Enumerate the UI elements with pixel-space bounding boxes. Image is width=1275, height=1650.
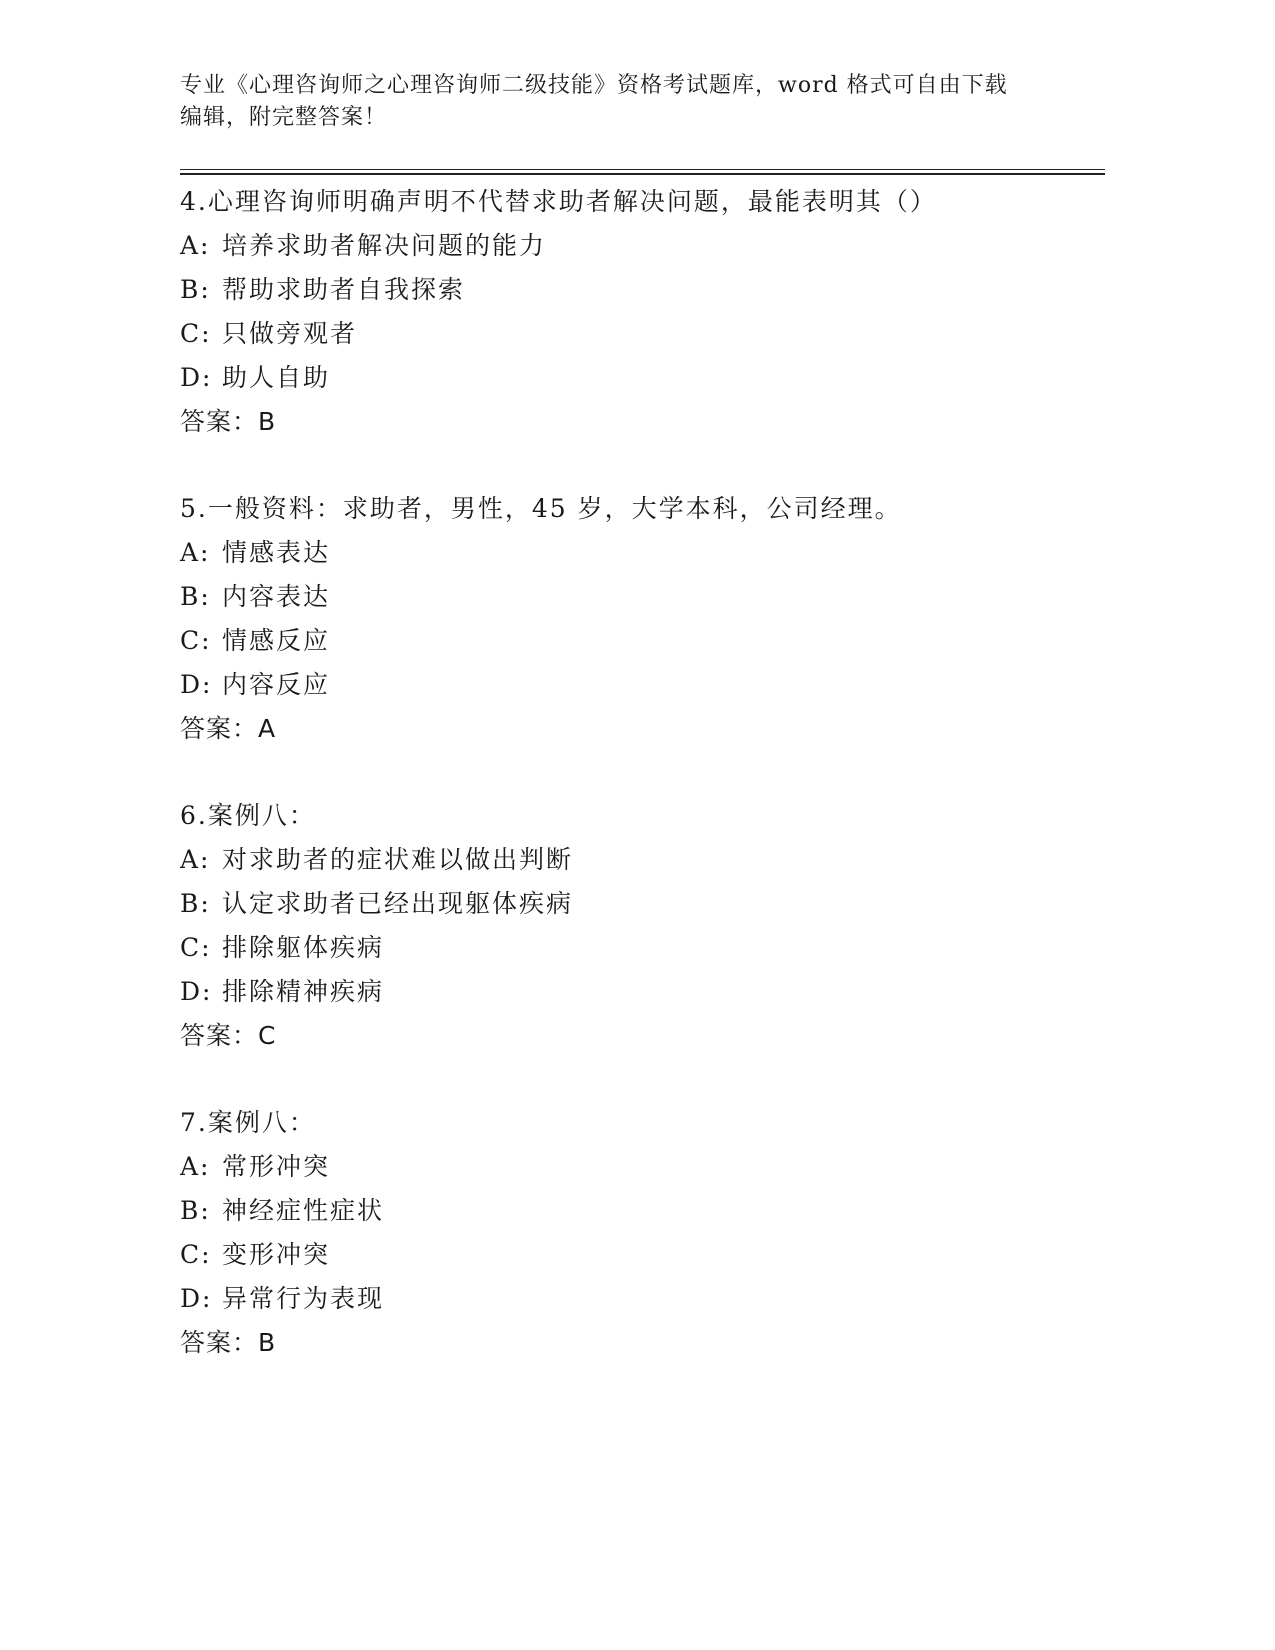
option-text: 助人自助	[222, 363, 331, 392]
option-text: 只做旁观者	[222, 319, 358, 348]
option-text: 对求助者的症状难以做出判断	[222, 845, 574, 874]
option-text: 培养求助者解决问题的能力	[222, 231, 547, 260]
header-divider-thick	[180, 173, 1105, 175]
question-5	[180, 487, 1100, 751]
option-c	[180, 619, 1100, 663]
answer: 答案：B	[180, 1328, 277, 1357]
question-6	[180, 794, 1100, 1058]
question-title: 7.案例八：	[180, 1108, 316, 1137]
option-text: 神经症性症状	[222, 1196, 385, 1225]
option-label: C:	[180, 319, 212, 348]
option-label: B:	[180, 582, 211, 611]
option-label: B:	[180, 1196, 211, 1225]
option-b	[180, 1189, 1100, 1233]
question-title: 5.一般资料：求助者，男性，45 岁，大学本科，公司经理。	[180, 494, 902, 523]
option-a	[180, 224, 1100, 268]
question-title: 6.案例八：	[180, 801, 316, 830]
question-title: 4.心理咨询师明确声明不代替求助者解决问题，最能表明其（）	[180, 187, 937, 216]
option-label: B:	[180, 889, 211, 918]
option-label: D:	[180, 1284, 213, 1313]
option-text: 认定求助者已经出现躯体疾病	[222, 889, 574, 918]
option-text: 排除躯体疾病	[222, 933, 385, 962]
option-label: B:	[180, 275, 211, 304]
option-c	[180, 926, 1100, 970]
question-7	[180, 1101, 1100, 1365]
answer: 答案：A	[180, 714, 277, 743]
option-c	[180, 312, 1100, 356]
option-text: 情感表达	[222, 538, 331, 567]
option-c	[180, 1233, 1100, 1277]
option-label: D:	[180, 670, 213, 699]
option-text: 异常行为表现	[222, 1284, 385, 1313]
option-text: 情感反应	[222, 626, 331, 655]
option-label: A:	[180, 538, 211, 567]
question-list	[180, 180, 1100, 1408]
option-text: 变形冲突	[222, 1240, 331, 1269]
option-text: 常形冲突	[222, 1152, 331, 1181]
option-d	[180, 1277, 1100, 1321]
option-label: A:	[180, 1152, 211, 1181]
answer: 答案：B	[180, 407, 277, 436]
option-a	[180, 838, 1100, 882]
option-label: D:	[180, 977, 213, 1006]
document-header	[180, 70, 1040, 134]
option-text: 内容表达	[222, 582, 331, 611]
header-divider-thin	[180, 169, 1105, 170]
option-label: C:	[180, 1240, 212, 1269]
option-d	[180, 356, 1100, 400]
option-b	[180, 575, 1100, 619]
option-label: A:	[180, 845, 211, 874]
header-line-2: 编辑，附完整答案！	[180, 105, 388, 130]
option-d	[180, 970, 1100, 1014]
option-label: D:	[180, 363, 213, 392]
question-4	[180, 180, 1100, 444]
option-b	[180, 882, 1100, 926]
option-text: 帮助求助者自我探索	[222, 275, 466, 304]
option-a	[180, 1145, 1100, 1189]
option-label: C:	[180, 933, 212, 962]
option-a	[180, 531, 1100, 575]
option-d	[180, 663, 1100, 707]
answer: 答案：C	[180, 1021, 277, 1050]
option-b	[180, 268, 1100, 312]
option-label: A:	[180, 231, 211, 260]
option-label: C:	[180, 626, 212, 655]
header-line-1: 专业《心理咨询师之心理咨询师二级技能》资格考试题库，word 格式可自由下载	[180, 73, 1008, 98]
option-text: 内容反应	[222, 670, 331, 699]
option-text: 排除精神疾病	[222, 977, 385, 1006]
